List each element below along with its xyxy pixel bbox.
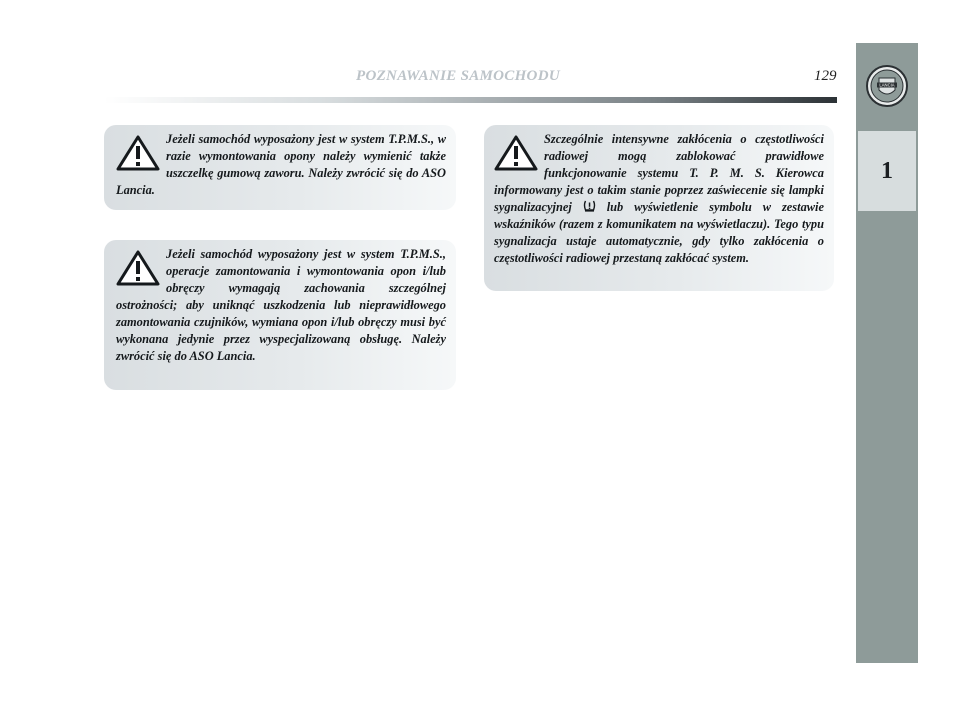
running-header-title: POZNAWANIE SAMOCHODU [356, 68, 560, 84]
warning-box-valve-seal [104, 125, 456, 210]
warning-text: Jeżeli samochód wyposażony jest w system T.P.M.S., operacje zamontowania i wymontowania opon i/lub obręczy wymagają zachowania szczególnej ostrożności; aby uniknąć uszkodzenia lub nieprawidłowego zamontowania czujników, wymiana opon i/lub obręczy musi być wykonana jedynie przez wyspecjalizowaną obsługę. Należy zwrócić się do ASO Lancia. [116, 247, 446, 363]
warning-text-part: lub wyświetlenie symbolu w zestawie wskaźników (razem z komunikatem na wyświetlaczu). Tego typu sygnalizacja ustaje automatycznie, gdy tylko zakłócenia o częstotliwości radiowej przestaną zakłócać system. [494, 200, 824, 265]
warning-triangle-icon [494, 135, 538, 171]
page-number: 129 [814, 68, 837, 84]
lancia-shield-icon [864, 63, 910, 109]
warning-text [494, 131, 824, 267]
chapter-number: 1 [858, 131, 916, 211]
warning-triangle-icon [116, 135, 160, 171]
warning-box-tire-mounting [104, 240, 456, 390]
chapter-side-tab [856, 43, 918, 663]
warning-box-radio-interference [484, 125, 834, 291]
warning-text-part: Szczególnie intensywne zakłócenia o częstotliwości radiowej mogą zablokować prawidłowe funkcjonowanie systemu T. P. M. S. Kierowca informowany jest o takim stanie poprzez zaświecenie się lampki sygnalizacyjnej [494, 132, 824, 214]
warning-triangle-icon [116, 250, 160, 286]
warning-text: Jeżeli samochód wyposażony jest w system T.P.M.S., w razie wymontowania opony należy wymienić także uszczelkę gumową zaworu. Należy zwrócić się do ASO Lancia. [116, 132, 446, 197]
tpms-warning-icon [583, 200, 596, 212]
brand-logo [856, 43, 918, 129]
header-rule [104, 97, 837, 103]
logo-lettering: LANCIA [879, 82, 895, 88]
